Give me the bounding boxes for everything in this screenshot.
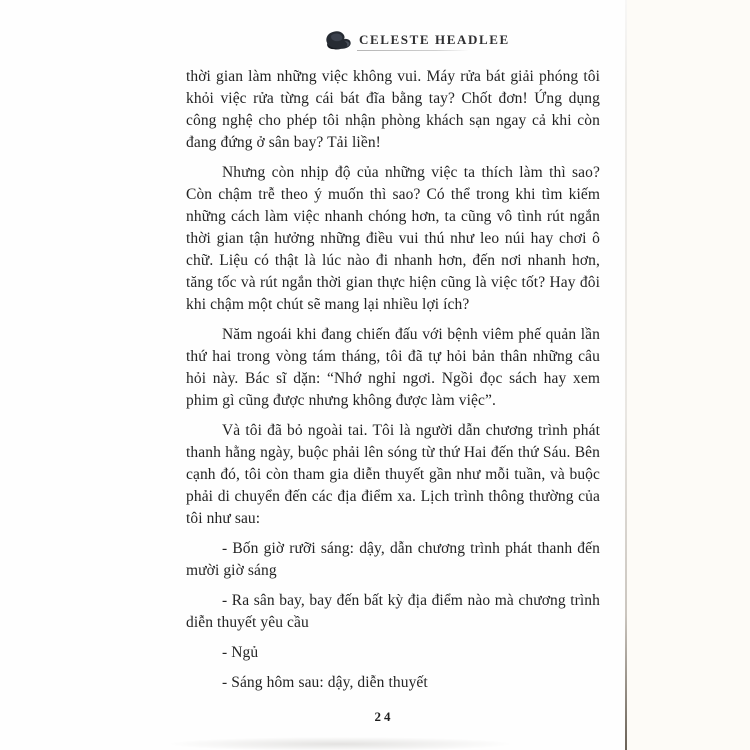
page-edge-crease bbox=[625, 0, 627, 750]
schedule-list-item: - Ngủ bbox=[222, 644, 259, 661]
body-paragraph: Nhưng còn nhịp độ của những việc ta thích làm thì sao? Còn chậm trễ theo ý muốn thì sao? Có thể trong khi tìm kiếm những cách làm việc nhanh chóng hơn, ta cũng vô tình rút ngắn thời gian tận hưởng những điều vui thú như leo núi hay chơi ô chữ. Liệu có thật là lúc nào đi nhanh hơn, đến nơi nhanh hơn, tăng tốc và rút ngắn thời gian thực hiện cũng là việc tốt? Hay đôi khi chậm một chút sẽ mang lại nhiều lợi ích? bbox=[186, 164, 600, 313]
scan-bottom-shadow bbox=[170, 737, 510, 750]
body-paragraph: Năm ngoái khi đang chiến đấu với bệnh viêm phế quản lần thứ hai trong vòng tám tháng, tôi đã tự hỏi bản thân những câu hỏi này. Bác sĩ dặn: “Nhớ nghỉ ngơi. Ngồi đọc sách hay xem phim gì cũng được nhưng không được làm việc”. bbox=[186, 326, 600, 409]
page-text bbox=[186, 66, 600, 702]
schedule-list-item: - Bốn giờ rưỡi sáng: dậy, dẫn chương trình phát thanh đến mười giờ sáng bbox=[186, 540, 600, 579]
schedule-list-item: - Sáng hôm sau: dậy, diễn thuyết bbox=[222, 674, 428, 691]
body-paragraph: Và tôi đã bỏ ngoài tai. Tôi là người dẫn chương trình phát thanh hằng ngày, buộc phải lên sóng từ thứ Hai đến thứ Sáu. Bên cạnh đó, tôi còn tham gia diễn thuyết gần như mỗi tuần, và buộc phải di chuyển đến các địa điểm xa. Lịch trình thông thường của tôi như sau: bbox=[186, 422, 600, 527]
body-paragraph: thời gian làm những việc không vui. Máy rửa bát giải phóng tôi khỏi việc rửa từng cái bát đĩa bằng tay? Chốt đơn! Ứng dụng công nghệ cho phép tôi nhận phòng khách sạn ngay cả khi còn đang đứng ở sân bay? Tải liền! bbox=[186, 68, 600, 151]
page-margin-strip bbox=[627, 0, 750, 750]
schedule-list-item: - Ra sân bay, bay đến bất kỳ địa điểm nào mà chương trình diễn thuyết yêu cầu bbox=[186, 592, 600, 631]
snail-logo-icon bbox=[323, 27, 353, 53]
page-footer bbox=[186, 708, 582, 726]
author-name: CELESTE HEADLEE bbox=[359, 32, 510, 47]
header-underline bbox=[357, 50, 469, 51]
page-number: 24 bbox=[374, 709, 394, 724]
